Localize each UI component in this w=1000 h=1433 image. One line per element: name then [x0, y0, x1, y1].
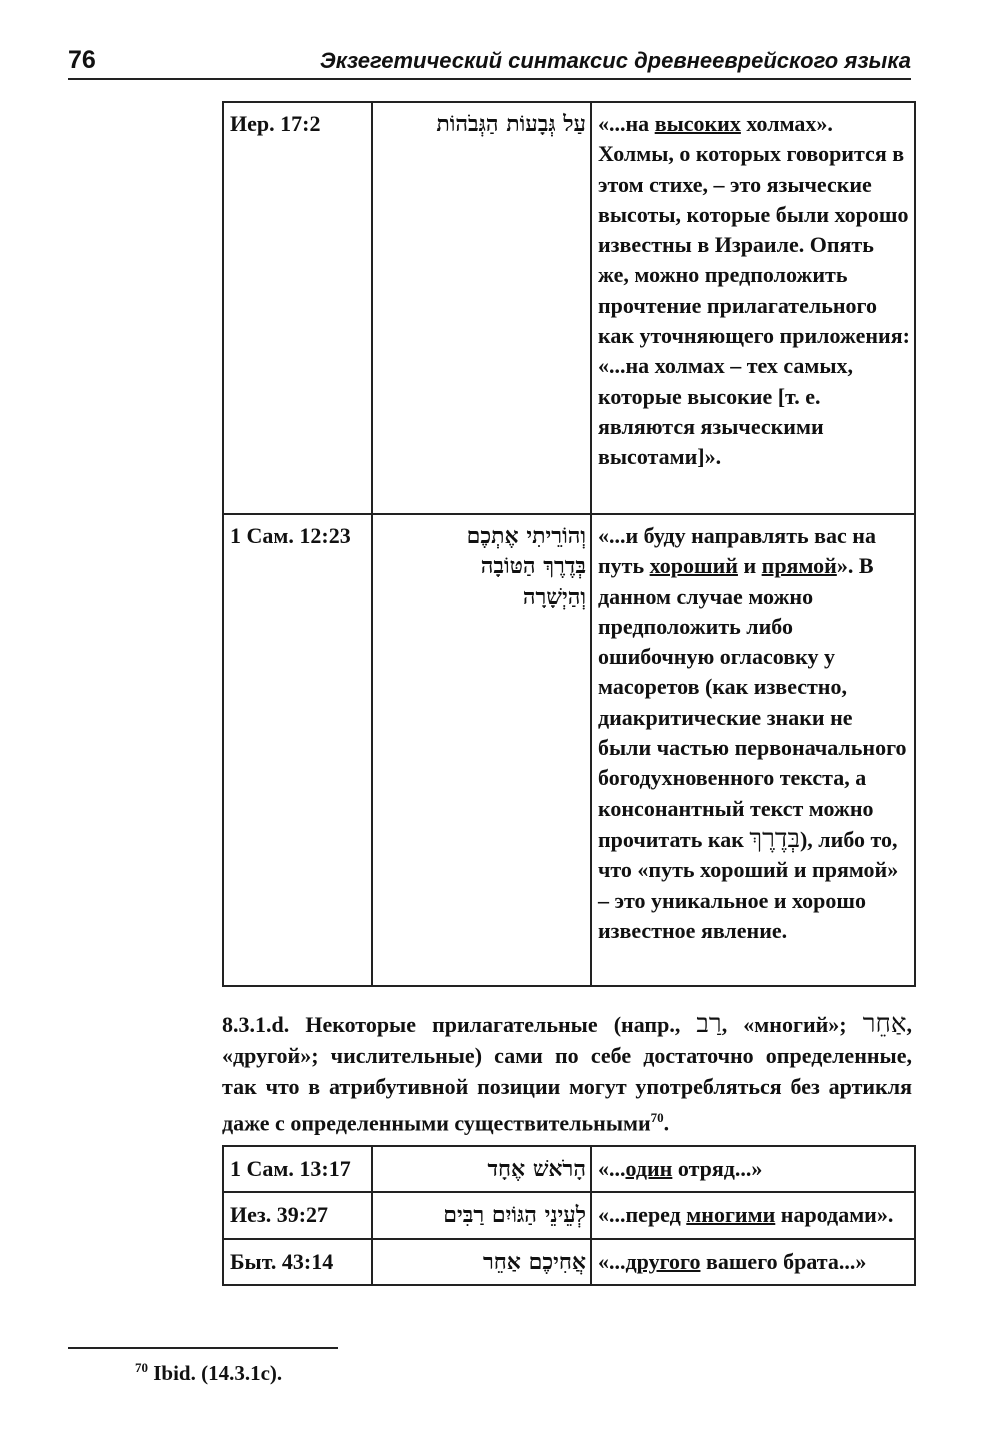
paragraph-text: . — [663, 1110, 670, 1136]
hebrew-text: לְעֵינֵי הַגּוֹיִם רַבִּים — [372, 1192, 591, 1238]
inline-hebrew: אַחֵר — [862, 1009, 907, 1039]
hebrew-line: וְהוֹרֵיתִי אֶתְכֶם — [466, 523, 586, 549]
hebrew-text: הָרֹאשׁ אֶחָד — [372, 1146, 591, 1192]
verse-reference: Иез. 39:27 — [223, 1192, 372, 1238]
verse-reference: 1 Сам. 13:17 — [223, 1146, 372, 1192]
footnote-divider — [68, 1347, 338, 1349]
translation-text: и — [737, 553, 762, 579]
translation-commentary — [591, 514, 915, 986]
translation-text: «...перед — [598, 1202, 687, 1228]
translation — [591, 1146, 915, 1192]
running-header — [68, 42, 911, 80]
examples-table-2 — [222, 1145, 916, 1286]
translation-text: вашего брата...» — [700, 1248, 867, 1274]
emphasized-word: хороший — [649, 553, 738, 579]
emphasized-word: один — [625, 1156, 673, 1181]
footnote-text: Ibid. (14.3.1c). — [148, 1361, 283, 1385]
translation-text: «...и буду направлять вас на путь — [598, 523, 876, 579]
verse-reference: 1 Сам. 12:23 — [223, 514, 372, 986]
running-title: Экзегетический синтаксис древнееврейского языка — [319, 48, 911, 73]
hebrew-line: וְהַיְשָׁרָה — [522, 583, 586, 610]
section-paragraph — [222, 1009, 912, 1138]
paragraph-text: , «многий»; — [721, 1012, 863, 1037]
paragraph-text: , «другой»; числительные) сами по себе достаточно определенные, так что в атрибутивной позиции могут употребляться без артикля даже с определенными существительными — [222, 1012, 912, 1136]
commentary-text: ), либо то, что «путь хороший и прямой» – это уникальное и хорошо известное явление. — [598, 826, 899, 943]
translation — [591, 1192, 915, 1238]
paragraph-text: Некоторые прилагательные (напр., — [289, 1012, 697, 1037]
section-number: 8.3.1.d. — [222, 1012, 290, 1037]
table-row — [223, 102, 915, 514]
examples-table-1 — [222, 101, 916, 987]
emphasized-word: другого — [625, 1248, 701, 1274]
verse-reference: Быт. 43:14 — [223, 1239, 372, 1285]
footnote-reference[interactable]: 70 — [650, 1110, 664, 1125]
footnote — [135, 1360, 282, 1386]
hebrew-line: עַל גְּבָעוֹת הַגְּבֹהוֹת — [436, 111, 586, 137]
page-number: 76 — [68, 46, 96, 74]
hebrew-text — [372, 102, 591, 514]
footnote-number: 70 — [135, 1360, 148, 1375]
commentary-text: ». В данном случае можно предположить либо ошибочную огласовку у масоретов (как известно, диакритические знаки не были частью первоначального богодухновенного текста, а консонантный текст можно прочитать как — [598, 553, 907, 852]
hebrew-text: אֲחִיכֶם אַחֵר — [372, 1239, 591, 1285]
translation — [591, 1239, 915, 1285]
translation-text: «...на — [598, 111, 655, 136]
translation-text: «... — [598, 1248, 626, 1274]
hebrew-line: בְּדֶרֶךְ הַטּוֹבָה — [480, 553, 586, 580]
translation-commentary — [591, 102, 915, 514]
inline-hebrew: רַב — [696, 1009, 722, 1039]
commentary-text: Холмы, о которых говорится в этом стихе, – это языческие высоты, которые были хорошо известны в Израиле. Опять же, можно предположить прочтение прилагательного как уточняющего приложения: «...на холмах – тех самых, которые высокие [т. е. являются языческими высотами]». — [598, 141, 910, 470]
emphasized-word: прямой — [761, 553, 837, 579]
translation-text: холмах». — [740, 111, 833, 136]
emphasized-word: многими — [686, 1202, 776, 1228]
emphasized-word: высоких — [654, 111, 741, 136]
table-row — [223, 514, 915, 986]
table-row — [223, 1192, 915, 1238]
translation-text: отряд...» — [672, 1156, 763, 1181]
verse-reference: Иер. 17:2 — [223, 102, 372, 514]
translation-text: народами». — [775, 1202, 894, 1228]
translation-text: «... — [598, 1156, 626, 1181]
table-row — [223, 1146, 915, 1192]
table-row — [223, 1239, 915, 1285]
hebrew-text — [372, 514, 591, 986]
inline-hebrew: בְּדֶרֶךְ — [749, 823, 800, 854]
